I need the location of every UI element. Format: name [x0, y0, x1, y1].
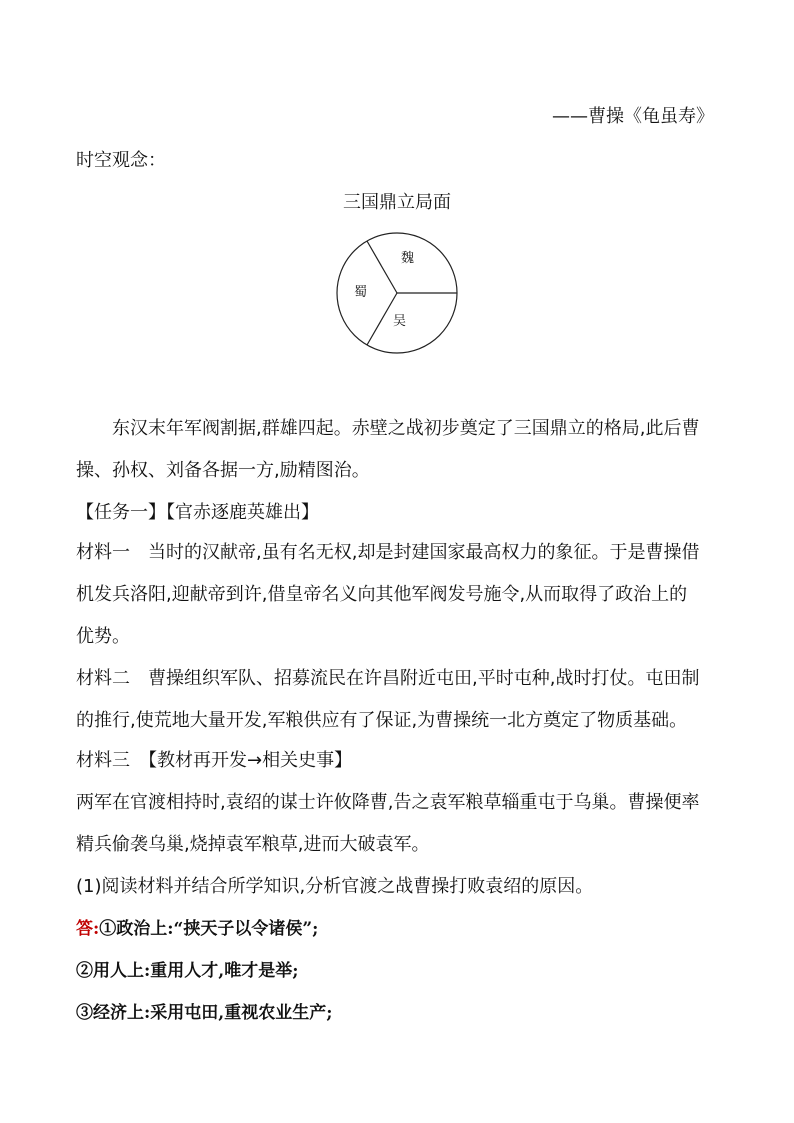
divider-top: [367, 241, 397, 293]
answer-line-3: ③经济上:采用屯田,重视农业生产;: [76, 1003, 333, 1023]
answer-line-2: ②用人上:重用人才,唯才是举;: [76, 961, 299, 981]
label-shu: 蜀: [354, 285, 368, 300]
answer-label: 答:: [76, 919, 100, 939]
material2-line-1: 材料二 曹操组织军队、招募流民在许昌附近屯田,平时屯种,战时打仗。屯田制: [76, 668, 700, 689]
answer-line-1: [76, 916, 318, 942]
section-label: 时空观念：: [76, 150, 166, 171]
task-heading: 【任务一】【官赤逐鹿英雄出】: [76, 502, 319, 523]
question: (1)阅读材料并结合所学知识,分析官渡之战曹操打败袁绍的原因。: [76, 876, 594, 897]
material3-heading: 材料三 【教材再开发→相关史事】: [76, 750, 353, 771]
three-kingdoms-diagram: [334, 232, 462, 356]
material3-line-2: 精兵偷袭乌巢,烧掉袁军粮草,进而大破袁军。: [76, 834, 430, 855]
material1-line-2: 机发兵洛阳,迎献帝到许,借皇帝名义向其他军阀发号施令,从而取得了政治上的: [76, 584, 688, 605]
intro-line-1: 东汉末年军阀割据,群雄四起。赤壁之战初步奠定了三国鼎立的格局,此后曹: [112, 418, 700, 439]
diagram-title: 三国鼎立局面: [343, 192, 451, 213]
answer-text-1: ①政治上:“挟天子以令诸侯”;: [99, 919, 319, 939]
label-wu: 吴: [393, 314, 407, 329]
material1-line-1: 材料一 当时的汉献帝,虽有名无权,却是封建国家最高权力的象征。于是曹操借: [76, 542, 700, 563]
intro-line-2: 操、孙权、刘备各据一方,励精图治。: [76, 460, 370, 481]
material3-line-1: 两军在官渡相持时,袁绍的谋士许攸降曹,告之袁军粮草辎重屯于乌巢。曹操便率: [76, 792, 700, 813]
material2-line-2: 的推行,使荒地大量开发,军粮供应有了保证,为曹操统一北方奠定了物质基础。: [76, 710, 688, 731]
quote-attribution: ——曹操《龟虽寿》: [552, 106, 714, 127]
material1-line-3: 优势。: [76, 626, 130, 647]
label-wei: 魏: [401, 251, 415, 266]
